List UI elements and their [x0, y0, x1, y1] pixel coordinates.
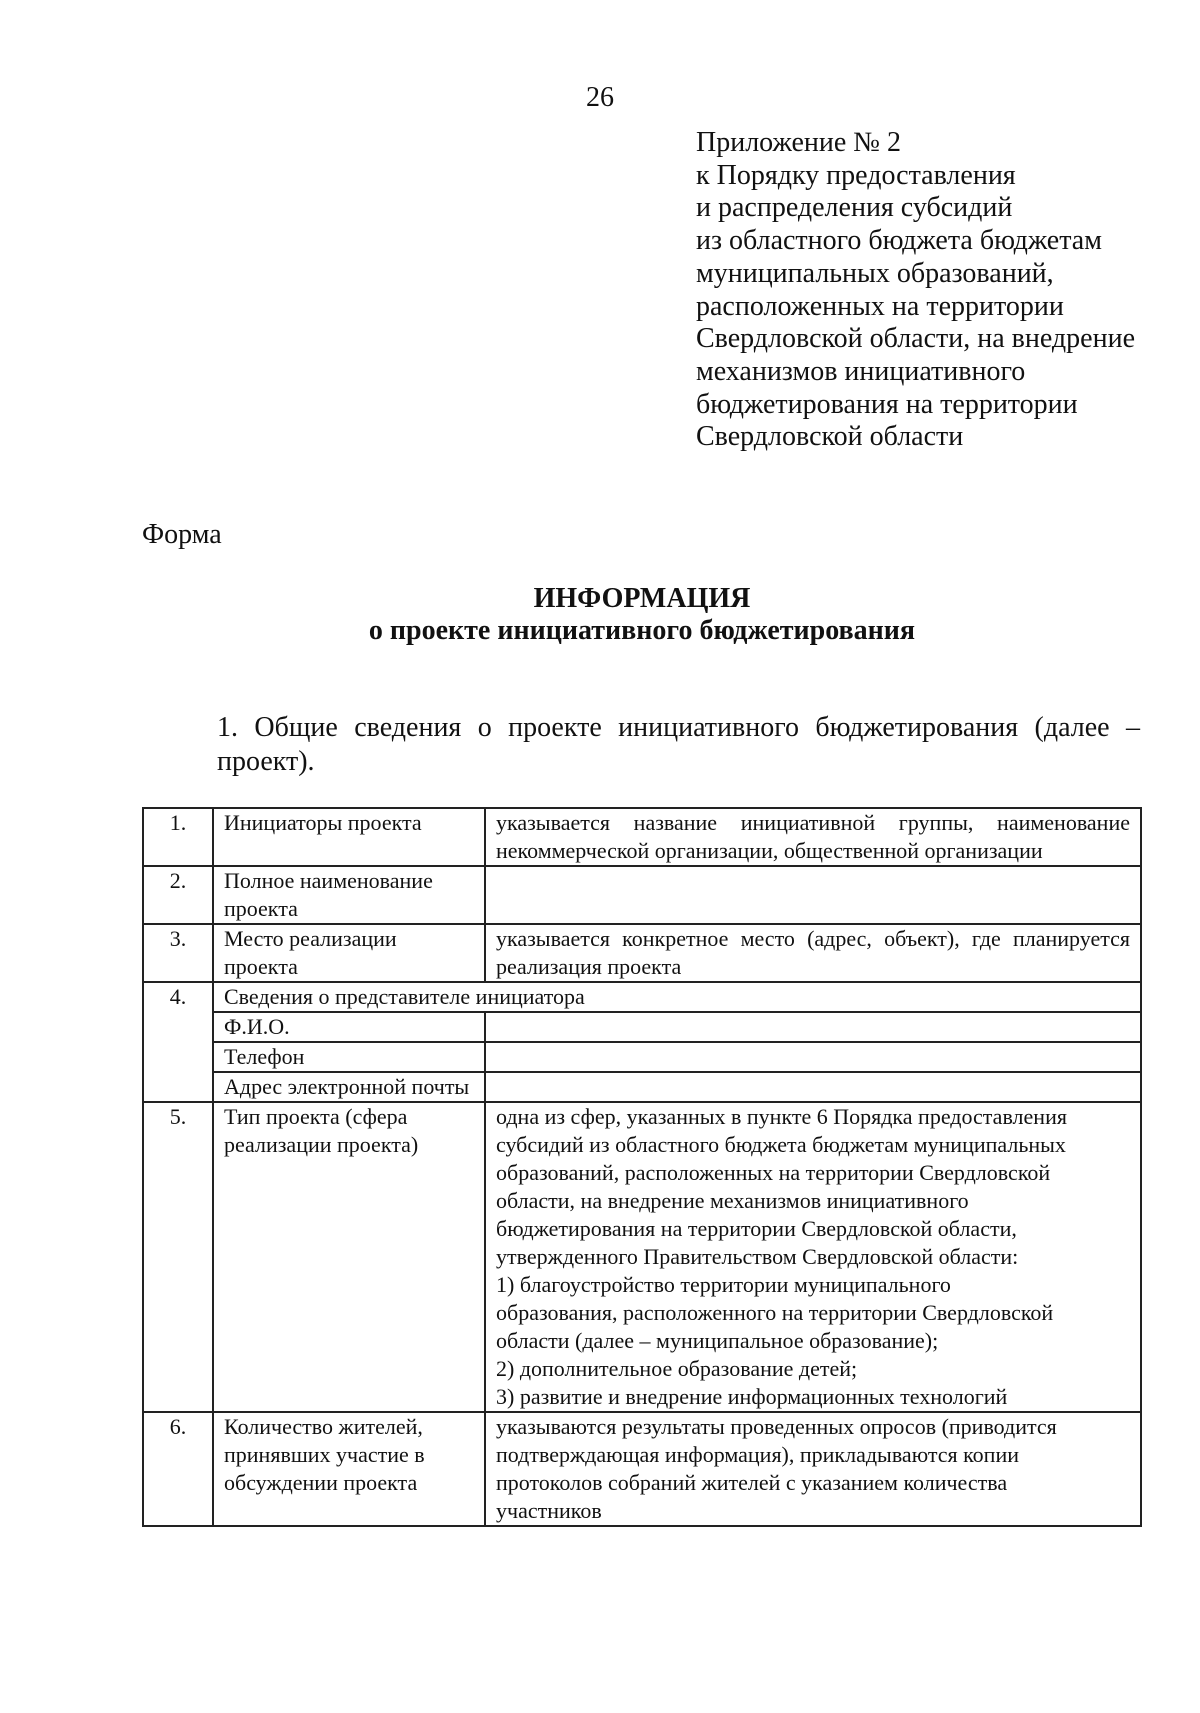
page-number: 26 [586, 82, 614, 113]
row-number: 3. [143, 924, 213, 982]
subrow-label: Адрес электронной почты [213, 1072, 485, 1102]
appendix-line: из областного бюджета бюджетам [696, 225, 1102, 257]
appendix-line: Приложение № 2 [696, 127, 901, 158]
description-line: субсидий из областного бюджета бюджетам муниципальных [496, 1132, 1066, 1157]
row-number: 2. [143, 866, 213, 924]
row-label: Количество жителей, принявших участие в обсуждении проекта [213, 1412, 485, 1526]
description-line: одна из сфер, указанных в пункте 6 Порядка предоставления [496, 1104, 1067, 1129]
section-heading-text: 1. Общие сведения о проекте инициативного бюджетирования (далее – проект). [217, 712, 1140, 777]
document-subtitle: о проекте инициативного бюджетирования [368, 615, 916, 646]
appendix-line: к Порядку предоставления [696, 159, 1016, 191]
table-row [143, 1412, 1141, 1526]
table-subrow [143, 1072, 1141, 1102]
row-label: Инициаторы проекта [213, 808, 485, 866]
document-title: ИНФОРМАЦИЯ [533, 583, 751, 614]
appendix-line: расположенных на территории [696, 290, 1064, 322]
description-line: 3) развитие и внедрение информационных технологий [496, 1384, 1008, 1409]
description-line: бюджетирования на территории Свердловской области, [496, 1216, 1017, 1241]
description-line: образования, расположенного на территории Свердловской [496, 1300, 1054, 1325]
table-row [143, 982, 1141, 1012]
table-row [143, 1102, 1141, 1412]
description-line: указываются результаты проведенных опросов (приводится [496, 1414, 1057, 1439]
description-line: области, на внедрение механизмов инициативного [496, 1188, 969, 1213]
row-number: 5. [143, 1102, 213, 1412]
description-line: области (далее – муниципальное образование); [496, 1328, 939, 1353]
appendix-line: Свердловской области [696, 421, 964, 453]
description-line: подтверждающая информация), прикладываются копии [496, 1442, 1020, 1467]
appendix-line: бюджетирования на территории [696, 388, 1078, 420]
table-row [143, 924, 1141, 982]
description-line: 1) благоустройство территории муниципального [496, 1272, 951, 1297]
table-subrow [143, 1042, 1141, 1072]
description-line: 2) дополнительное образование детей; [496, 1356, 858, 1381]
subrow-value [485, 1012, 1141, 1042]
appendix-line: механизмов инициативного [696, 355, 1026, 387]
table-subrow [143, 1012, 1141, 1042]
subrow-value [485, 1072, 1141, 1102]
subrow-label: Ф.И.О. [213, 1012, 485, 1042]
row-description [485, 866, 1141, 924]
row-description [485, 1412, 1141, 1526]
subrow-value [485, 1042, 1141, 1072]
row-label: Место реализации проекта [213, 924, 485, 982]
row-number: 1. [143, 808, 213, 866]
row-header: Сведения о представителе инициатора [213, 982, 1141, 1012]
description-line: участников [496, 1498, 602, 1523]
subrow-label: Телефон [213, 1042, 485, 1072]
row-description: указывается название инициативной группы, наименование некоммерческой организации, общественной организации [485, 808, 1141, 866]
appendix-block [696, 127, 1135, 454]
row-description: указывается конкретное место (адрес, объект), где планируется реализация проекта [485, 924, 1141, 982]
appendix-line: муниципальных образований, [696, 257, 1054, 289]
table-row [143, 866, 1141, 924]
row-description [485, 1102, 1141, 1412]
row-number: 4. [143, 982, 213, 1102]
row-label: Тип проекта (сфера реализации проекта) [213, 1102, 485, 1412]
appendix-line: и распределения субсидий [696, 192, 1013, 224]
description-line: образований, расположенных на территории Свердловской [496, 1160, 1051, 1185]
row-number: 6. [143, 1412, 213, 1526]
row-label: Полное наименование проекта [213, 866, 485, 924]
form-label: Форма [142, 519, 222, 550]
description-line: протоколов собраний жителей с указанием количества [496, 1470, 1008, 1495]
section-heading [142, 711, 1140, 779]
project-info-table [142, 807, 1142, 1527]
description-line: утвержденного Правительством Свердловской области: [496, 1244, 1019, 1269]
appendix-line: Свердловской области, на внедрение [696, 323, 1136, 355]
table-row [143, 808, 1141, 866]
